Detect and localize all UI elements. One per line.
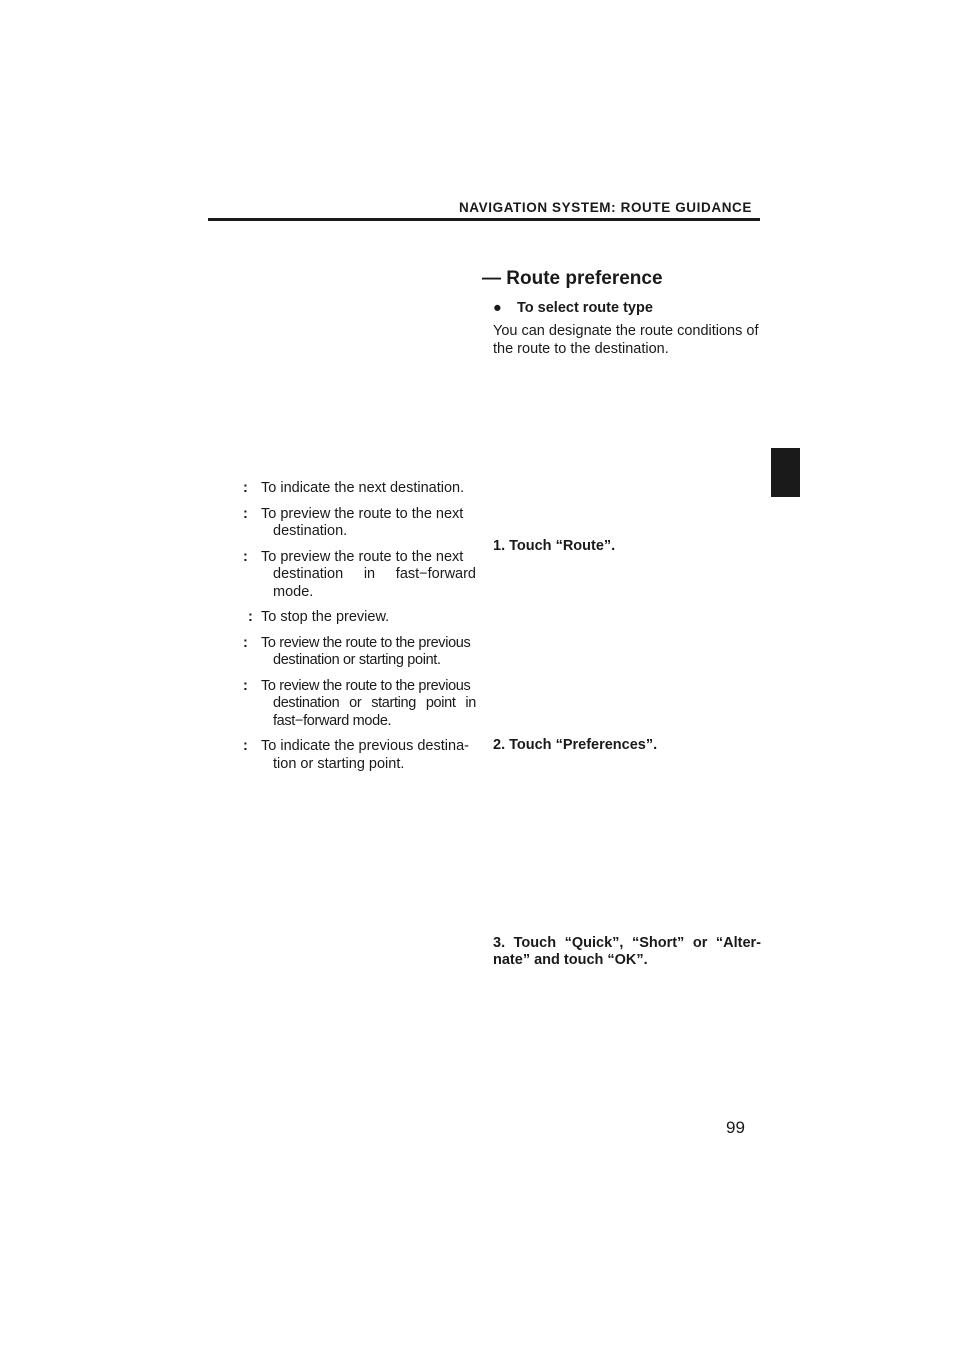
list-item-text: To preview the route to the next destination in fast−forward mode.	[261, 548, 476, 600]
list-item	[240, 635, 476, 670]
key-icon-placeholder: :	[243, 505, 248, 522]
step-3: 3. Touch “Quick”, “Short” or “Alter- nate” and touch “OK”.	[493, 935, 761, 968]
key-icon-placeholder: :	[248, 609, 253, 625]
list-item-text: To review the route to the previous destination or starting point in fast−forward mode.	[261, 677, 476, 729]
step-2: 2. Touch “Preferences”.	[493, 737, 658, 753]
list-item-text: To stop the preview.	[261, 609, 390, 625]
key-icon-placeholder: :	[243, 480, 248, 496]
bullet-heading-text: To select route type	[517, 300, 653, 316]
list-item	[240, 549, 476, 602]
list-item	[240, 738, 476, 773]
key-icon-placeholder: :	[243, 634, 248, 651]
key-description-list	[240, 480, 476, 781]
section-title: — Route preference	[482, 268, 663, 289]
list-item-text: To indicate the previous destina- tion or starting point.	[261, 738, 469, 772]
key-icon-placeholder: :	[243, 677, 248, 694]
list-item-text: To review the route to the previous destination or starting point.	[261, 634, 471, 668]
bullet-heading	[493, 300, 653, 316]
list-item	[240, 506, 476, 541]
running-header: NAVIGATION SYSTEM: ROUTE GUIDANCE	[458, 200, 752, 215]
section-tab-marker	[771, 448, 800, 497]
list-item-text: To indicate the next destination.	[261, 480, 465, 496]
list-item	[240, 678, 476, 731]
key-icon-placeholder: :	[243, 548, 248, 565]
step-1: 1. Touch “Route”.	[493, 538, 616, 554]
key-icon-placeholder: :	[243, 738, 248, 754]
intro-paragraph: You can designate the route conditions of the route to the destination.	[493, 323, 759, 357]
header-rule	[208, 218, 760, 221]
list-item-text: To preview the route to the next destination.	[261, 505, 464, 539]
list-item	[240, 480, 476, 498]
bullet-icon: ●	[493, 300, 502, 316]
page-number: 99	[726, 1118, 745, 1137]
list-item	[240, 609, 476, 627]
